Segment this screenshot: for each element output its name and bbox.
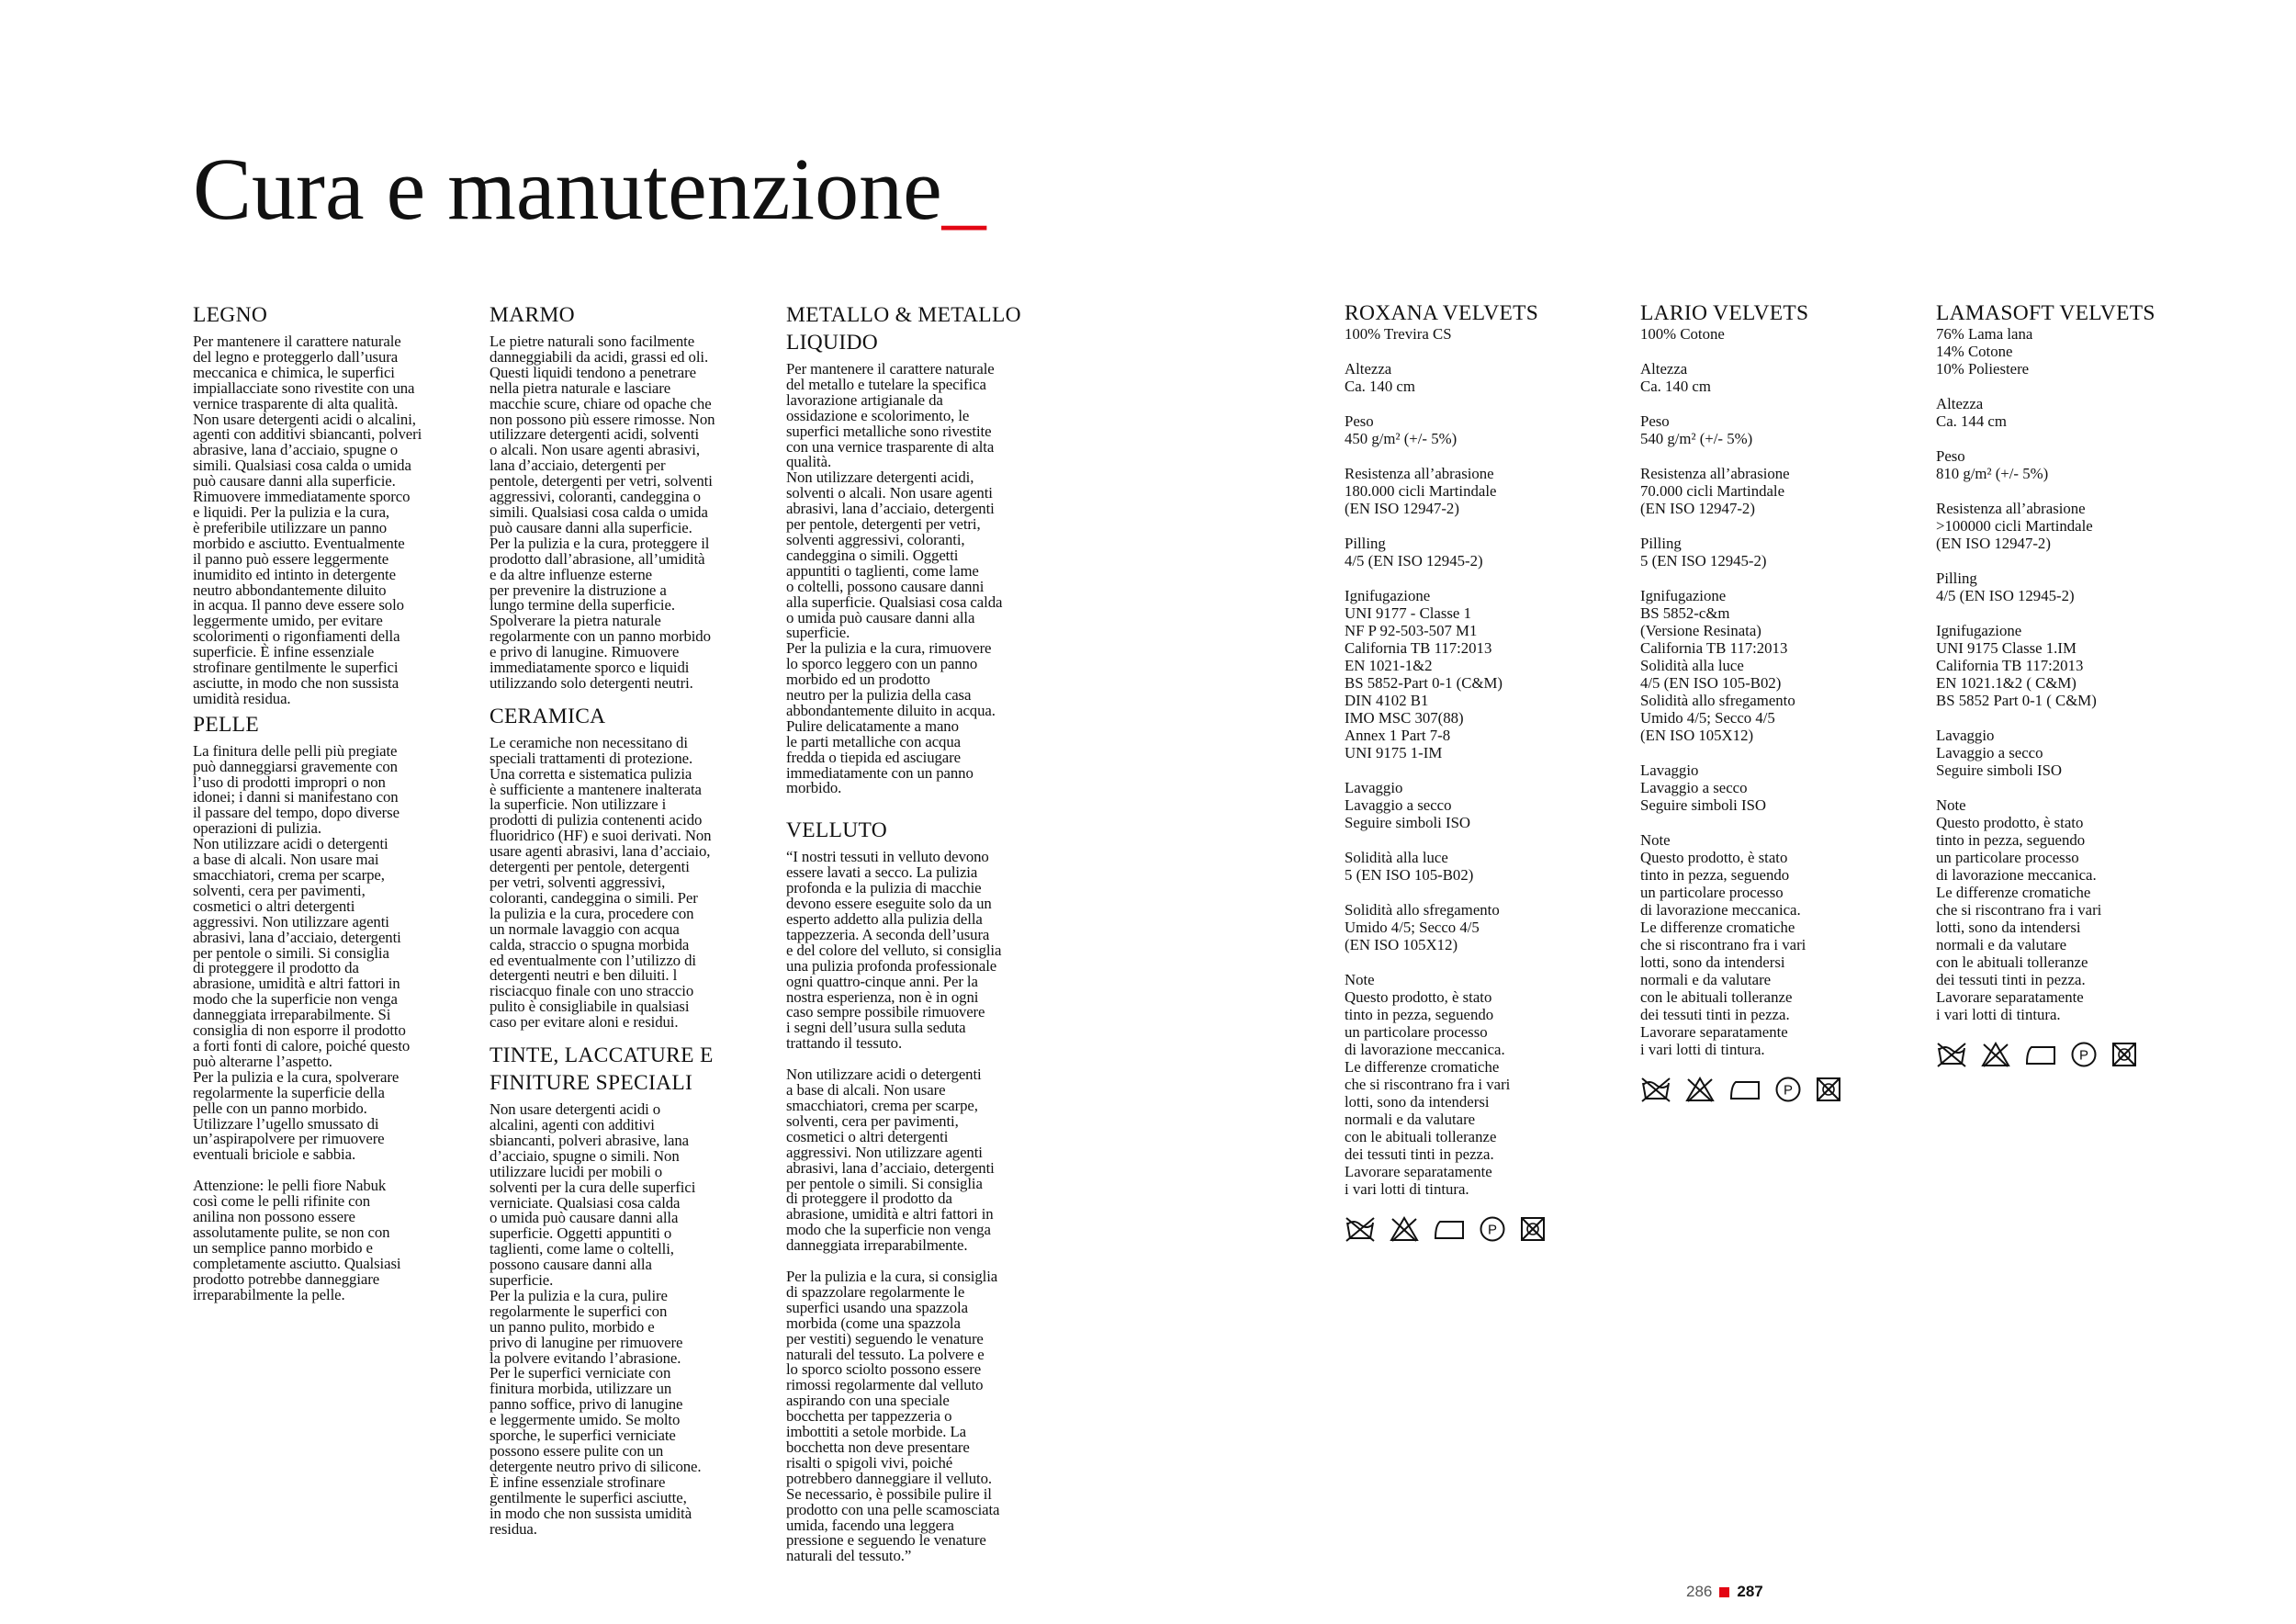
- spec-block: [1640, 831, 1916, 1058]
- page-numbers: [1686, 1583, 1763, 1601]
- spec-label: Resistenza all’abrasione: [1936, 500, 2086, 517]
- spec-value: BS 5852-c&m (Versione Resinata) California TB 117:2013 Solidità alla luce 4/5 (EN ISO 105-B02) Solidità allo sfregamento Umido 4/5; Secco 4/5 (EN ISO 105X12): [1640, 604, 1795, 744]
- spec-block: [1640, 535, 1916, 570]
- section-text-ceramica: Le ceramiche non necessitano di speciali trattamenti di protezione. Una corretta e sistematica pulizia è sufficiente a mantenere inalterata la superficie. Non utilizzare i prodotti di pulizia contenenti acido fluoridrico (HF) e suoi derivati. Non usare agenti abrasivi, lana d’acciaio, detergenti per pentole, detergenti per vetri, solventi aggressivi, coloranti, candeggina o simili. Per la pulizia e la cura, procedere con un normale lavaggio con acqua calda, straccio o spugna morbida ed eventualmente con l’utilizzo di detergenti neutri e ben diluiti. l risciacquo finale con uno straccio pulito è consigliabile in qualsiasi caso per evitare aloni e residui.: [490, 733, 712, 1032]
- section-text-metallo: Per mantenere il carattere naturale del metallo e tutelare la specifica lavorazione artigianale da ossidazione e scolorimento, le superfici metalliche sono rivestite con una vernice trasparente di alta qualità. Non utilizzare detergenti acidi, solventi o alcali. Non usare agenti abrasivi, lana d’acciaio, detergenti per pentole, detergenti per vetri, solventi aggressivi, coloranti, candeggina o simili. Oggetti appuntiti o taglienti, come lame o coltelli, possono causare danni alla superficie. Qualsiasi cosa calda o umida può causare danni alla superficie. Per la pulizia e la cura, rimuovere lo sporco leggero con un panno morbido ed un prodotto neutro per la pulizia della casa abbondantemente diluito in acqua. Pulire delicatamente a mano le parti metalliche con acqua fredda o tiepida ed asciugare immediatamente con un panno morbido.: [786, 360, 1003, 797]
- section-title-velluto: VELLUTO: [786, 818, 888, 843]
- spec-block: [1345, 587, 1620, 761]
- fabric-title: ROXANA VELVETS: [1345, 301, 1539, 325]
- no-iron-icon: [1519, 1215, 1547, 1243]
- spec-block: [1640, 587, 1916, 744]
- spec-block: [1936, 447, 2212, 482]
- care-symbols: [1936, 1041, 2212, 1068]
- title-accent: _: [941, 140, 986, 238]
- section-text-velluto-1: “I nostri tessuti in velluto devono essere lavati a secco. La pulizia profonda e la pulizia di macchie devono essere eseguite solo da un esperto addetto alla pulizia della tappezzeria. A seconda dell’usura e del colore del velluto, si consiglia una pulizia profonda professionale ogni quattro-cinque anni. Per la nostra esperienza, non è in ogni caso sempre possibile rimuovere i segni dell’usura sulla seduta trattando il tessuto.: [786, 848, 1002, 1053]
- spec-value: Lavaggio a secco Seguire simboli ISO: [1936, 744, 2063, 779]
- dry-clean-p-icon: [1774, 1076, 1802, 1103]
- section-text-legno: Per mantenere il carattere naturale del legno e proteggerlo dall’usura meccanica e chimica, le superfici impiallacciate sono rivestite con una vernice trasparente di alta qualità. Non usare detergenti acidi o alcalini, agenti con additivi sbiancanti, polveri abrasive, lana d’acciaio, spugne o simili. Qualsiasi cosa calda o umida può causare danni alla superficie. Rimuovere immediatamente sporco e liquidi. Per la pulizia e la cura, è preferibile utilizzare un panno morbido e asciutto. Eventualmente il panno può essere leggermente inumidito ed intinto in detergente neutro abbondantemente diluito in acqua. Il panno deve essere solo leggermente umido, per evitare scolorimenti o rigonfiamenti della superficie. È infine essenziale strofinare gentilmente le superfici asciutte, in modo che non sussista umidità residua.: [193, 333, 422, 707]
- no-wash-icon: [1345, 1215, 1376, 1243]
- spec-block: [1345, 535, 1620, 570]
- spec-label: Resistenza all’abrasione: [1345, 465, 1494, 482]
- spec-value: Ca. 144 cm: [1936, 412, 2007, 430]
- spec-block: [1936, 622, 2212, 709]
- section-text-marmo: Le pietre naturali sono facilmente danneggiabili da acidi, grassi ed oli. Questi liquidi tendono a penetrare nella pietra naturale e lasciare macchie scure, chiare od opache che non possono più essere rimosse. Non utilizzare detergenti acidi, solventi o alcali. Non usare agenti abrasivi, lana d’acciaio, detergenti per pentole, detergenti per vetri, solventi aggressivi, coloranti, candeggina o simili. Qualsiasi cosa calda o umida può causare danni alla superficie. Per la pulizia e la cura, proteggere il prodotto dall’abrasione, all’umidità e da altre influenze esterne per prevenire la distruzione a lungo termine della superficie. Spolverare la pietra naturale regolarmente con un panno morbido e privo di lanugine. Rimuovere immediatamente sporco e liquidi utilizzando solo detergenti neutri.: [490, 333, 715, 692]
- page-title: Cura e manutenzione_: [193, 140, 986, 238]
- fabric-composition: 76% Lama lana 14% Cotone 10% Poliestere: [1936, 325, 2033, 378]
- spec-label: Lavaggio: [1345, 779, 1403, 796]
- spec-value: 4/5 (EN ISO 12945-2): [1936, 587, 2075, 604]
- fabric-title: LARIO VELVETS: [1640, 301, 1809, 325]
- care-symbols: [1345, 1215, 1620, 1243]
- spec-value: Questo prodotto, è stato tinto in pezza, seguendo un particolare processo di lavorazione meccanica. Le differenze cromatiche che si riscontrano fra i vari lotti, sono da intendersi normali e da valutare con le abituali tolleranze dei tessuti tinti in pezza. Lavorare separatamente i vari lotti di tintura.: [1345, 988, 1511, 1198]
- spec-block: [1345, 849, 1620, 884]
- spec-label: Note: [1936, 796, 1966, 814]
- spec-value: 810 g/m² (+/- 5%): [1936, 465, 2049, 482]
- fabric-lamasoft: [1936, 301, 2212, 1068]
- spec-label: Ignifugazione: [1640, 587, 1727, 604]
- spec-label: Pilling: [1345, 535, 1386, 552]
- column-metallo-velluto: [786, 301, 1062, 1564]
- no-wash-icon: [1936, 1041, 1967, 1068]
- care-symbols: [1640, 1076, 1916, 1103]
- svg-text:P: P: [1487, 1222, 1498, 1238]
- spec-label: Note: [1640, 831, 1671, 849]
- spec-label: Note: [1345, 971, 1375, 988]
- section-title-pelle: PELLE: [193, 712, 259, 737]
- spec-block: [1345, 971, 1620, 1198]
- spec-label: Altezza: [1345, 360, 1392, 378]
- section-title-ceramica: CERAMICA: [490, 704, 606, 728]
- spec-value: Questo prodotto, è stato tinto in pezza, seguendo un particolare processo di lavorazione meccanica. Le differenze cromatiche che si riscontrano fra i vari lotti, sono da intendersi normali e da valutare con le abituali tolleranze dei tessuti tinti in pezza. Lavorare separatamente i vari lotti di tintura.: [1936, 814, 2102, 1023]
- fabric-title: LAMASOFT VELVETS: [1936, 301, 2155, 325]
- spec-block: [1345, 465, 1620, 517]
- spec-label: Lavaggio: [1640, 761, 1699, 779]
- spec-value: Lavaggio a secco Seguire simboli ISO: [1345, 796, 1471, 831]
- spec-value: 540 g/m² (+/- 5%): [1640, 430, 1753, 447]
- spec-value: 5 (EN ISO 105-B02): [1345, 866, 1474, 884]
- spec-value: 70.000 cicli Martindale (EN ISO 12947-2): [1640, 482, 1785, 517]
- fabric-composition: 100% Trevira CS: [1345, 325, 1452, 343]
- spec-value: >100000 cicli Martindale (EN ISO 12947-2): [1936, 517, 2093, 552]
- section-note-pelle: Attenzione: le pelli fiore Nabuk così come le pelli rifinite con anilina non possono essere assolutamente pulite, se non con un semplice panno morbido e completamente asciutto. Qualsiasi prodotto potrebbe danneggiare irreparabilmente la pelle.: [193, 1177, 401, 1303]
- spec-label: Pilling: [1936, 570, 1977, 587]
- no-tumble-dry-icon: [2024, 1042, 2057, 1067]
- spec-label: Solidità alla luce: [1345, 849, 1448, 866]
- no-bleach-icon: [1389, 1215, 1420, 1243]
- spec-block: [1345, 360, 1620, 395]
- spec-value: Umido 4/5; Secco 4/5 (EN ISO 105X12): [1345, 919, 1480, 953]
- dry-clean-p-icon: [1479, 1215, 1506, 1243]
- spec-block: [1936, 570, 2212, 604]
- section-title-marmo: MARMO: [490, 303, 575, 327]
- no-iron-icon: [2110, 1041, 2138, 1068]
- section-text-tinte: Non usare detergenti acidi o alcalini, agenti con additivi sbiancanti, polveri abrasive, lana d’acciaio, spugne o simili. Non utilizzare lucidi per mobili o solventi per la cura delle superfici verniciate. Qualsiasi cosa calda o umida può causare danni alla superficie. Oggetti appuntiti o taglienti, come lame o coltelli, possono causare danni alla superficie. Per la pulizia e la cura, pulire regolarmente le superfici con un panno pulito, morbido e privo di lanugine per rimuovere la polvere evitando l’abrasione. Per le superfici verniciate con finitura morbida, utilizzare un panno soffice, privo di lanugine e leggermente umido. Se molto sporche, le superfici verniciate possono essere pulite con un detergente neutro privo di silicone. È infine essenziale strofinare gentilmente le superfici asciutte, in modo che non sussista umidità residua.: [490, 1100, 702, 1538]
- spec-label: Lavaggio: [1936, 727, 1995, 744]
- spec-block: [1345, 412, 1620, 447]
- spec-block: [1640, 360, 1916, 395]
- svg-text:P: P: [1783, 1082, 1794, 1099]
- page-number-right: 287: [1737, 1583, 1763, 1600]
- fabric-composition: 100% Cotone: [1640, 325, 1725, 343]
- fabric-roxana: [1345, 301, 1620, 1243]
- spec-label: Ignifugazione: [1936, 622, 2022, 639]
- no-iron-icon: [1815, 1076, 1842, 1103]
- spec-label: Peso: [1345, 412, 1374, 430]
- section-title-tinte: TINTE, LACCATURE E FINITURE SPECIALI: [490, 1043, 714, 1096]
- spec-label: Peso: [1640, 412, 1670, 430]
- spec-block: [1936, 727, 2212, 779]
- spec-label: Altezza: [1640, 360, 1688, 378]
- section-text-velluto-2: Non utilizzare acidi o detergenti a base di alcali. Non usare smacchiatori, crema per scarpe, solventi, cera per pavimenti, cosmetici o altri detergenti aggressivi. Non utilizzare agenti abrasivi, lana d’acciaio, detergenti per pentole o simili. Si consiglia di proteggere il prodotto da abrasione, umidità e altri fattori in modo che la superficie non venga danneggiata irreparabilmente.: [786, 1066, 995, 1255]
- spec-value: Questo prodotto, è stato tinto in pezza, seguendo un particolare processo di lavorazione meccanica. Le differenze cromatiche che si riscontrano fra i vari lotti, sono da intendersi normali e da valutare con le abituali tolleranze dei tessuti tinti in pezza. Lavorare separatamente i vari lotti di tintura.: [1640, 849, 1806, 1058]
- spec-value: Ca. 140 cm: [1345, 378, 1415, 395]
- no-tumble-dry-icon: [1728, 1077, 1761, 1102]
- spec-value: UNI 9177 - Classe 1 NF P 92-503-507 M1 California TB 117:2013 EN 1021-1&2 BS 5852-Part 0-1 (C&M) DIN 4102 B1 IMO MSC 307(88) Annex 1 Part 7-8 UNI 9175 1-IM: [1345, 604, 1503, 761]
- spec-block: [1936, 500, 2212, 552]
- page-separator-square: [1719, 1587, 1729, 1597]
- dry-clean-p-icon: [2070, 1041, 2098, 1068]
- section-title-metallo: METALLO & METALLO LIQUIDO: [786, 303, 1021, 355]
- section-title-legno: LEGNO: [193, 303, 268, 327]
- spec-label: Peso: [1936, 447, 1965, 465]
- spec-value: Lavaggio a secco Seguire simboli ISO: [1640, 779, 1767, 814]
- spec-value: 450 g/m² (+/- 5%): [1345, 430, 1458, 447]
- no-wash-icon: [1640, 1076, 1671, 1103]
- no-bleach-icon: [1684, 1076, 1716, 1103]
- no-tumble-dry-icon: [1433, 1216, 1466, 1242]
- spec-label: Solidità allo sfregamento: [1345, 901, 1500, 919]
- section-text-pelle: La finitura delle pelli più pregiate può danneggiarsi gravemente con l’uso di prodotti impropri o non idonei; i danni si manifestano con il passare del tempo, dopo diverse operazioni di pulizia. Non utilizzare acidi o detergenti a base di alcali. Non usare mai smacchiatori, crema per scarpe, solventi, cera per pavimenti, cosmetici o altri detergenti aggressivi. Non utilizzare agenti abrasivi, lana d’acciaio, detergenti per pentole o simili. Si consiglia di proteggere il prodotto da abrasione, umidità e altri fattori in modo che la superficie non venga danneggiata irreparabilmente. Si consiglia di non esporre il prodotto a forti fonti di calore, poiché questo può alterarne l’aspetto. Per la pulizia e la cura, spolverare regolarmente la superficie della pelle con un panno morbido. Utilizzare l’ugello smussato di un’aspirapolvere per rimuovere eventuali briciole e sabbia.: [193, 741, 411, 1164]
- spec-label: Altezza: [1936, 395, 1984, 412]
- section-text-velluto-3: Per la pulizia e la cura, si consiglia di spazzolare regolarmente le superfici usando una spazzola morbida (come una spazzola per vestiti) seguendo le venature naturali del tessuto. La polvere e lo sporco sciolto possono essere rimossi regolarmente dal velluto aspirando con una speciale bocchetta per tappezzeria o imbottiti a setole morbide. La bocchetta non deve presentare risalti o spigoli vivi, poiché potrebbero danneggiare il velluto. Se necessario, è possibile pulire il prodotto con una pelle scamosciata umida, facendo una leggera pressione e seguendo le venature naturali del tessuto.”: [786, 1268, 1000, 1565]
- svg-text:P: P: [2078, 1047, 2089, 1064]
- spec-label: Resistenza all’abrasione: [1640, 465, 1790, 482]
- spec-label: Pilling: [1640, 535, 1682, 552]
- column-marmo-ceramica-tinte: [490, 301, 765, 1537]
- no-bleach-icon: [1980, 1041, 2011, 1068]
- spec-block: [1640, 761, 1916, 814]
- spec-value: UNI 9175 Classe 1.IM California TB 117:2013 EN 1021.1&2 ( C&M) BS 5852 Part 0-1 ( C&M): [1936, 639, 2097, 709]
- spec-block: [1936, 395, 2212, 430]
- spec-value: 5 (EN ISO 12945-2): [1640, 552, 1767, 570]
- spec-value: Ca. 140 cm: [1640, 378, 1711, 395]
- spec-block: [1640, 412, 1916, 447]
- spec-block: [1345, 901, 1620, 953]
- spec-label: Ignifugazione: [1345, 587, 1431, 604]
- spec-block: [1345, 779, 1620, 831]
- column-legno-pelle: [193, 301, 468, 1303]
- spec-value: 180.000 cicli Martindale (EN ISO 12947-2): [1345, 482, 1497, 517]
- spec-block: [1936, 796, 2212, 1023]
- spec-block: [1640, 465, 1916, 517]
- spec-value: 4/5 (EN ISO 12945-2): [1345, 552, 1483, 570]
- fabric-lario: [1640, 301, 1916, 1103]
- page-number-left: 286: [1686, 1583, 1713, 1600]
